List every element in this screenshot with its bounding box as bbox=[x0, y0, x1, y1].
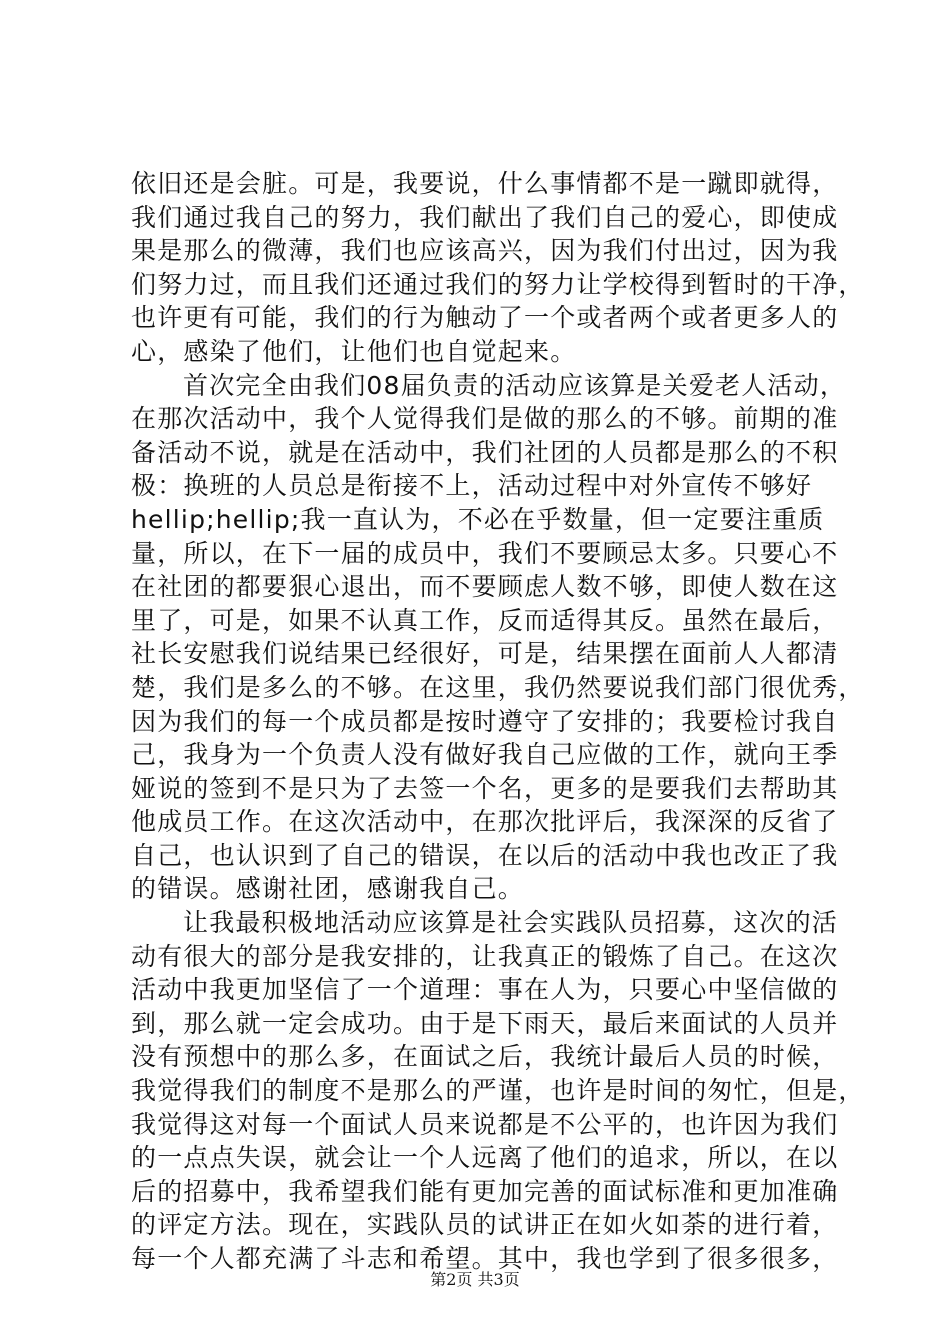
text-line: 里了，可是，如果不认真工作，反而适得其反。虽然在最后， bbox=[131, 605, 839, 635]
text-line: 量，所以，在下一届的成员中，我们不要顾忌太多。只要心不 bbox=[131, 538, 839, 568]
text-line: 的一点点失误，就会让一个人远离了他们的追求，所以，在以 bbox=[131, 1143, 839, 1173]
text-line: 我觉得这对每一个面试人员来说都是不公平的，也许因为我们 bbox=[131, 1109, 839, 1139]
text-line: 动有很大的部分是我安排的，让我真正的锻炼了自己。在这次 bbox=[131, 941, 839, 971]
text-line: 娅说的签到不是只为了去签一个名，更多的是要我们去帮助其 bbox=[131, 773, 839, 803]
text-line: 我觉得我们的制度不是那么的严谨，也许是时间的匆忙，但是， bbox=[131, 1076, 865, 1106]
text-line: 每一个人都充满了斗志和希望。其中，我也学到了很多很多， bbox=[131, 1244, 839, 1273]
text-line: 社长安慰我们说结果已经很好，可是，结果摆在面前人人都清 bbox=[131, 639, 839, 669]
paragraph-start-line: 让我最积极地活动应该算是社会实践队员招募，这次的活 bbox=[183, 908, 839, 938]
text-line: 后的招募中，我希望我们能有更加完善的面试标准和更加准确 bbox=[131, 1176, 839, 1206]
text-line: 备活动不说，就是在活动中，我们社团的人员都是那么的不积 bbox=[131, 437, 839, 467]
text-line: 的评定方法。现在，实践队员的试讲正在如火如荼的进行着， bbox=[131, 1210, 839, 1240]
text-line: 自己，也认识到了自己的错误，在以后的活动中我也改正了我 bbox=[131, 840, 839, 870]
text-line: 在那次活动中，我个人觉得我们是做的那么的不够。前期的准 bbox=[131, 404, 839, 434]
text-line: 们努力过，而且我们还通过我们的努力让学校得到暂时的干净， bbox=[131, 269, 865, 299]
text-line: 没有预想中的那么多，在面试之后，我统计最后人员的时候， bbox=[131, 1042, 839, 1072]
text-line: 到，那么就一定会成功。由于是下雨天，最后来面试的人员并 bbox=[131, 1008, 839, 1038]
text-line: 因为我们的每一个成员都是按时遵守了安排的；我要检讨我自 bbox=[131, 706, 839, 736]
text-line: 依旧还是会脏。可是，我要说，什么事情都不是一蹴即就得， bbox=[131, 169, 839, 198]
text-line: 在社团的都要狠心退出，而不要顾虑人数不够，即使人数在这 bbox=[131, 572, 839, 602]
text-line: 心，感染了他们，让他们也自觉起来。 bbox=[131, 336, 577, 366]
text-line: 他成员工作。在这次活动中，在那次批评后，我深深的反省了 bbox=[131, 807, 839, 837]
text-line: 也许更有可能，我们的行为触动了一个或者两个或者更多人的 bbox=[131, 303, 839, 333]
text-line: 极：换班的人员总是衔接不上，活动过程中对外宣传不够好 bbox=[131, 471, 813, 501]
text-line: 的错误。感谢社团，感谢我自己。 bbox=[131, 874, 525, 904]
body-text bbox=[131, 167, 865, 1276]
text-line: 楚，我们是多么的不够。在这里，我仍然要说我们部门很优秀， bbox=[131, 672, 865, 702]
text-line: 己，我身为一个负责人没有做好我自己应做的工作，就向王季 bbox=[131, 740, 839, 770]
page-footer bbox=[0, 1270, 950, 1290]
text-line: 活动中我更加坚信了一个道理：事在人为，只要心中坚信做的 bbox=[131, 975, 839, 1005]
page-number-indicator: 第2页 共3页 bbox=[430, 1270, 520, 1289]
text-line: 我们通过我自己的努力，我们献出了我们自己的爱心，即使成 bbox=[131, 202, 839, 232]
text-line: 果是那么的微薄，我们也应该高兴，因为我们付出过，因为我 bbox=[131, 236, 839, 266]
text-line: hellip;hellip;我一直认为，不必在乎数量，但一定要注重质 bbox=[131, 504, 825, 534]
paragraph-start-line: 首次完全由我们08届负责的活动应该算是关爱老人活动， bbox=[183, 370, 847, 400]
